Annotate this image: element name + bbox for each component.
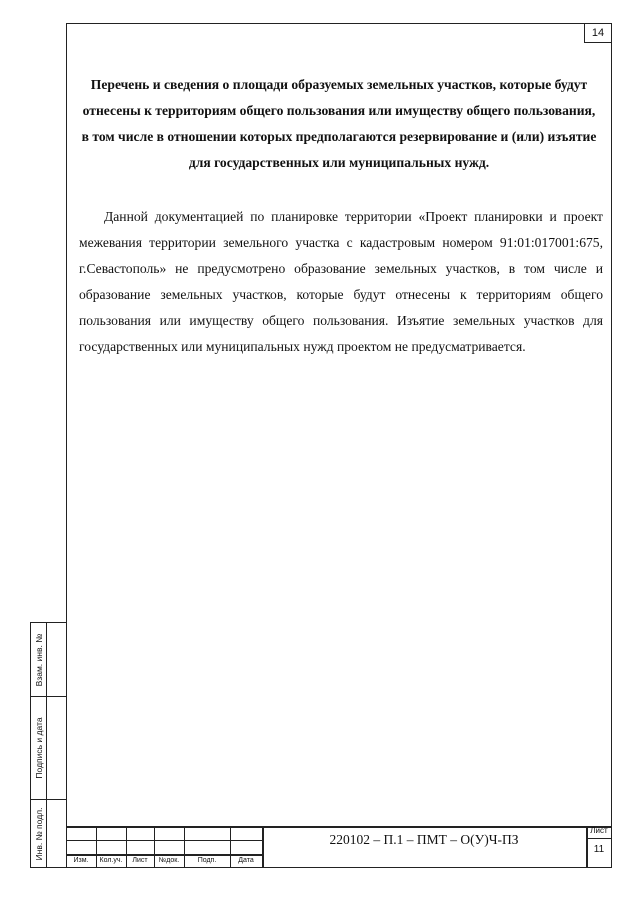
col-izm: Изм. (73, 857, 89, 864)
side-stamp (30, 622, 66, 868)
side-label-podpis: Подпись и дата (33, 717, 44, 779)
side-cell-podl (31, 800, 66, 867)
col-ndok: №док. (158, 857, 180, 864)
side-label-vzam: Взам. инв. № (33, 633, 44, 686)
page-number: 14 (584, 24, 611, 43)
sheet-label: Лист (590, 826, 608, 835)
body-paragraph: Данной документацией по планировке территории «Проект планировки и проект межевания территории земельного участка с кадастровым номером 91:01:017001:675, г.Севастополь» не предусмотрено образование земельных участков, в том числе и образование земельных участков, которые будут отнесены к территориям общего пользования или имуществу общего пользования. Изъятие земельных участков для государственных или муниципальных нужд проектом не предусматривается. (79, 209, 603, 354)
col-data: Дата (238, 857, 254, 864)
side-label-podl: Инв. № подл. (33, 807, 44, 860)
side-cell-podpis (31, 697, 66, 800)
side-cell-vzam (31, 623, 66, 697)
col-list: Лист (132, 857, 148, 864)
col-podp: Подп. (197, 857, 217, 864)
page-frame (66, 23, 612, 868)
section-heading: Перечень и сведения о площади образуемых земельных участков, которые будут отнесены к территориям общего пользования или имуществу общего пользования, в том числе в отношении которых предполагаются резервирование и (или) изъятие для государственных или муниципальных нужд. (81, 77, 597, 170)
col-koluch: Кол.уч. (99, 857, 123, 864)
title-block (66, 826, 612, 868)
sheet-number: 11 (593, 844, 605, 855)
document-code: 220102 – П.1 – ПМТ – О(У)Ч-ПЗ (329, 832, 519, 847)
